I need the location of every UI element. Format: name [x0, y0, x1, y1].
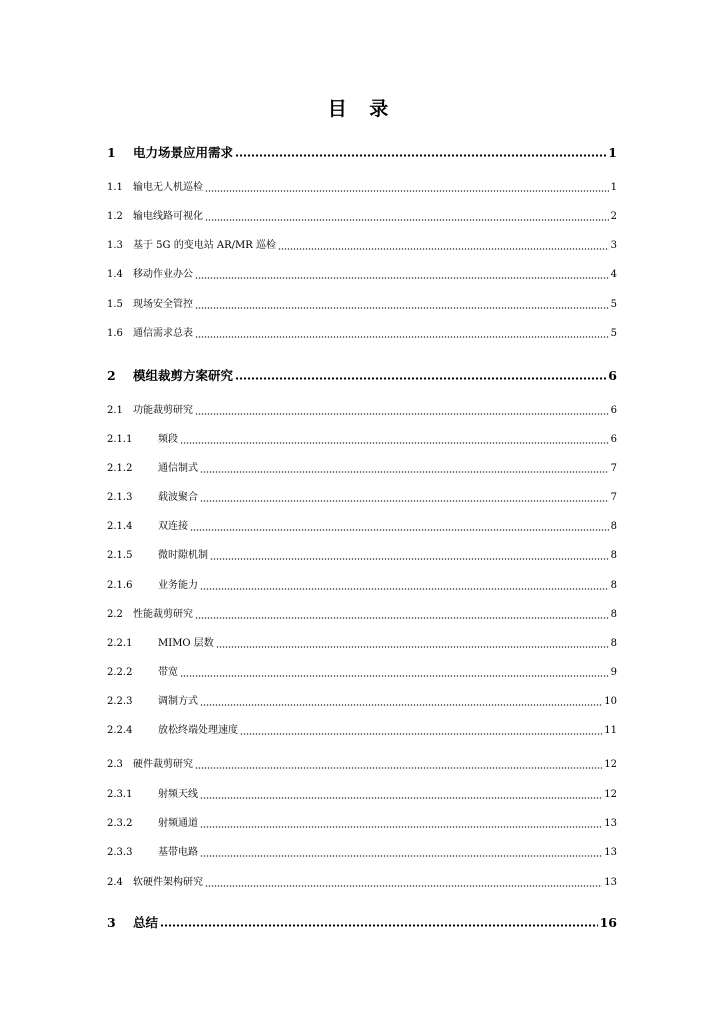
toc-entry-page: 4 — [610, 269, 617, 280]
toc-entry-page: 13 — [604, 818, 617, 829]
toc-entry-page: 8 — [610, 580, 617, 591]
toc-entry-page: 8 — [610, 638, 617, 649]
toc-entry-label: 移动作业办公 — [133, 269, 193, 280]
dot-leader — [200, 704, 602, 706]
toc-entry-number: 2.1.3 — [107, 492, 133, 503]
toc-entry-level2[interactable] — [107, 605, 617, 621]
toc-entry-label: 功能裁剪研究 — [133, 405, 193, 416]
toc-entry-label: 射频天线 — [158, 789, 198, 800]
toc-entry-page: 6 — [608, 368, 617, 383]
toc-entry-page: 8 — [610, 521, 617, 532]
toc-entry-number: 2.1.5 — [107, 550, 133, 561]
toc-entry-number: 2.2.2 — [107, 667, 133, 678]
toc-entry-number: 2.2.3 — [107, 696, 133, 707]
toc-entry-level3[interactable] — [107, 663, 617, 679]
toc-entry-page: 13 — [604, 877, 617, 888]
toc-entry-number: 2 — [107, 368, 116, 383]
toc-entry-level2[interactable] — [107, 295, 617, 311]
toc-entry-number: 2.3 — [107, 759, 123, 770]
toc-entry-level3[interactable] — [107, 517, 617, 533]
dot-leader — [195, 336, 609, 338]
toc-entry-label: 输电无人机巡检 — [133, 182, 203, 193]
dot-leader — [235, 154, 606, 157]
dot-leader — [200, 588, 609, 590]
dot-leader — [278, 248, 609, 250]
dot-leader — [160, 924, 598, 927]
toc-entry-number: 1.1 — [107, 182, 123, 193]
toc-entry-number: 2.1 — [107, 405, 123, 416]
toc-entry-level2[interactable] — [107, 207, 617, 223]
toc-entry-number: 2.1.2 — [107, 463, 133, 474]
toc-entry-level2[interactable] — [107, 265, 617, 281]
toc-entry-label: MIMO 层数 — [158, 638, 214, 649]
toc-entry-level3[interactable] — [107, 785, 617, 801]
toc-entry-number: 2.1.4 — [107, 521, 133, 532]
toc-entry-page: 11 — [604, 725, 617, 736]
toc-entry-page: 7 — [610, 463, 617, 474]
toc-entry-level1[interactable] — [107, 910, 617, 930]
dot-leader — [240, 733, 602, 735]
toc-entry-label: 基于 5G 的变电站 AR/MR 巡检 — [133, 240, 276, 251]
toc-entry-label: 现场安全管控 — [133, 299, 193, 310]
dot-leader — [180, 442, 609, 444]
toc-entry-label: 微时隙机制 — [158, 550, 208, 561]
dot-leader — [205, 190, 609, 192]
toc-entry-number: 2.1.1 — [107, 434, 133, 445]
toc-entry-level3[interactable] — [107, 721, 617, 737]
toc-entry-label: 放松终端处理速度 — [158, 725, 238, 736]
toc-entry-level2[interactable] — [107, 178, 617, 194]
toc-entry-page: 1 — [610, 182, 617, 193]
toc-entry-level1[interactable] — [107, 140, 617, 160]
toc-entry-page: 6 — [610, 405, 617, 416]
dot-leader — [180, 675, 609, 677]
dot-leader — [195, 767, 602, 769]
toc-entry-number: 1.4 — [107, 269, 123, 280]
dot-leader — [195, 277, 609, 279]
toc-entry-number: 2.1.6 — [107, 580, 133, 591]
toc-entry-label: 业务能力 — [158, 580, 198, 591]
toc-entry-label: 载波聚合 — [158, 492, 198, 503]
toc-entry-label: 输电线路可视化 — [133, 211, 203, 222]
toc-entry-level3[interactable] — [107, 692, 617, 708]
toc-entry-page: 8 — [610, 609, 617, 620]
toc-entry-number: 1.5 — [107, 299, 123, 310]
toc-entry-level2[interactable] — [107, 236, 617, 252]
dot-leader — [210, 558, 609, 560]
toc-entry-number: 2.2 — [107, 609, 123, 620]
toc-entry-number: 2.3.3 — [107, 847, 133, 858]
toc-entry-number: 1 — [107, 145, 116, 160]
dot-leader — [200, 471, 609, 473]
toc-entry-page: 12 — [604, 759, 617, 770]
toc-entry-label: 调制方式 — [158, 696, 198, 707]
toc-entry-page: 3 — [610, 240, 617, 251]
toc-entry-label: 总结 — [133, 915, 159, 930]
toc-entry-label: 模组裁剪方案研究 — [133, 368, 234, 383]
toc-entry-label: 性能裁剪研究 — [133, 609, 193, 620]
dot-leader — [190, 529, 609, 531]
toc-entry-page: 12 — [604, 789, 617, 800]
toc-entry-number: 3 — [107, 915, 116, 930]
toc-entry-level2[interactable] — [107, 873, 617, 889]
toc-entry-number: 2.3.1 — [107, 789, 133, 800]
dot-leader — [216, 646, 609, 648]
toc-entry-label: 双连接 — [158, 521, 188, 532]
dot-leader — [200, 855, 602, 857]
toc-entry-page: 5 — [610, 328, 617, 339]
toc-entry-label: 通信制式 — [158, 463, 198, 474]
toc-entry-number: 2.3.2 — [107, 818, 133, 829]
toc-entry-level3[interactable] — [107, 546, 617, 562]
toc-entry-page: 10 — [604, 696, 617, 707]
dot-leader — [195, 617, 609, 619]
toc-entry-page: 9 — [610, 667, 617, 678]
toc-entry-number: 2.4 — [107, 877, 123, 888]
toc-entry-label: 通信需求总表 — [133, 328, 193, 339]
toc-entry-level2[interactable] — [107, 324, 617, 340]
toc-entry-page: 7 — [610, 492, 617, 503]
dot-leader — [200, 797, 602, 799]
toc-entry-level3[interactable] — [107, 843, 617, 859]
toc-entry-label: 硬件裁剪研究 — [133, 759, 193, 770]
toc-entry-level3[interactable] — [107, 634, 617, 650]
toc-entry-number: 1.3 — [107, 240, 123, 251]
toc-entry-label: 射频通道 — [158, 818, 198, 829]
toc-entry-level3[interactable] — [107, 814, 617, 830]
toc-entry-page: 8 — [610, 550, 617, 561]
toc-entry-number: 1.2 — [107, 211, 123, 222]
toc-entry-level1[interactable] — [107, 363, 617, 383]
toc-entry-page: 13 — [604, 847, 617, 858]
dot-leader — [200, 826, 602, 828]
dot-leader — [205, 885, 602, 887]
toc-entry-level3[interactable] — [107, 459, 617, 475]
dot-leader — [195, 413, 609, 415]
toc-entry-level3[interactable] — [107, 430, 617, 446]
toc-entry-label: 电力场景应用需求 — [133, 145, 234, 160]
dot-leader — [205, 219, 609, 221]
toc-entry-label: 频段 — [158, 434, 178, 445]
dot-leader — [235, 377, 606, 380]
toc-entry-page: 1 — [608, 145, 617, 160]
toc-entry-level3[interactable] — [107, 576, 617, 592]
toc-entry-level3[interactable] — [107, 488, 617, 504]
toc-entry-label: 带宽 — [158, 667, 178, 678]
dot-leader — [200, 500, 609, 502]
toc-entry-level2[interactable] — [107, 755, 617, 771]
toc-entry-number: 2.2.4 — [107, 725, 133, 736]
toc-entry-page: 2 — [610, 211, 617, 222]
toc-entry-page: 6 — [610, 434, 617, 445]
toc-entry-label: 基带电路 — [158, 847, 198, 858]
toc-entry-label: 软硬件架构研究 — [133, 877, 203, 888]
toc-entry-number: 2.2.1 — [107, 638, 133, 649]
toc-entry-level2[interactable] — [107, 401, 617, 417]
toc-entry-page: 5 — [610, 299, 617, 310]
toc-title: 目 录 — [327, 98, 397, 120]
toc-entry-page: 16 — [599, 915, 617, 930]
dot-leader — [195, 307, 609, 309]
toc-entry-number: 1.6 — [107, 328, 123, 339]
